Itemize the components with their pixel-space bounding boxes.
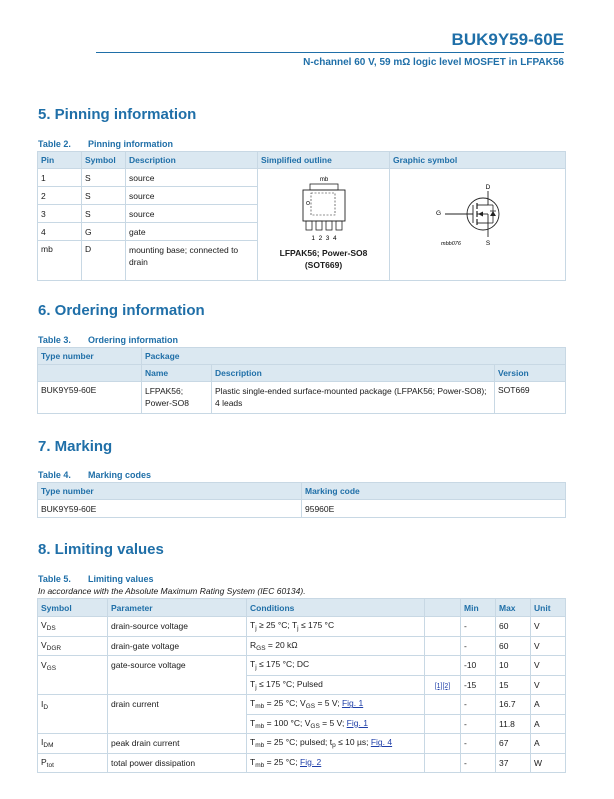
symbol-subscript: DS xyxy=(46,625,56,633)
header-max: Max xyxy=(496,599,531,617)
symbol-cell xyxy=(38,636,108,656)
header-notes xyxy=(425,599,461,617)
header-symbol: Symbol xyxy=(38,599,108,617)
unit-cell: V xyxy=(531,656,566,676)
max-cell: 60 xyxy=(496,636,531,656)
symbol-cell xyxy=(38,617,108,637)
table5-note: In accordance with the Absolute Maximum Rating System (IEC 60134). xyxy=(38,586,306,596)
header-type-number: Type number xyxy=(38,348,142,365)
max-cell: 60 xyxy=(496,617,531,637)
min-cell: - xyxy=(461,734,496,754)
document-subtitle: N-channel 60 V, 59 mΩ logic level MOSFET in LFPAK56 xyxy=(303,57,564,68)
notes-cell xyxy=(425,714,461,734)
min-cell: - xyxy=(461,753,496,773)
unit-cell: V xyxy=(531,675,566,695)
table5-caption xyxy=(38,574,154,584)
table3-title: Ordering information xyxy=(88,335,178,345)
max-cell: 67 xyxy=(496,734,531,754)
header-version: Version xyxy=(495,365,566,382)
cond-text: ≤ 175 °C xyxy=(298,620,335,631)
cond-text: = 25 °C; xyxy=(264,756,300,767)
table4-title: Marking codes xyxy=(88,470,152,480)
cond-text: ≤ 175 °C; Pulsed xyxy=(256,678,323,689)
cond-text: = 5 V; xyxy=(315,698,342,709)
document-title: BUK9Y59-60E xyxy=(451,30,564,49)
max-cell: 11.8 xyxy=(496,714,531,734)
cond-text: R xyxy=(250,639,257,650)
header-graphic-symbol: Graphic symbol xyxy=(390,152,566,169)
symbol-cell xyxy=(38,734,108,754)
cond-text: T xyxy=(250,659,256,670)
table5-title: Limiting values xyxy=(88,574,154,584)
symbol-cell: S xyxy=(82,187,126,205)
figure-link[interactable]: Fig. 1 xyxy=(341,698,364,709)
notes-cell xyxy=(425,734,461,754)
max-cell: 37 xyxy=(496,753,531,773)
package-description-cell: Plastic single-ended surface-mounted package (LFPAK56; Power-SO8); 4 leads xyxy=(212,382,495,414)
header-conditions: Conditions xyxy=(247,599,425,617)
cond-sub: mb xyxy=(255,703,265,711)
table2-number: Table 2. xyxy=(38,139,71,149)
cond-text: = 25 °C; pulsed; t xyxy=(264,737,333,748)
max-cell: 16.7 xyxy=(496,695,531,715)
min-cell: - xyxy=(461,695,496,715)
header-unit: Unit xyxy=(531,599,566,617)
header-rule xyxy=(96,52,564,53)
symbol-subscript: D xyxy=(43,704,49,711)
table-row xyxy=(38,500,566,518)
table2-title: Pinning information xyxy=(88,139,173,149)
header-blank xyxy=(38,365,142,382)
cond-sub: mb xyxy=(255,761,265,769)
table3-caption xyxy=(38,335,178,345)
table-row xyxy=(38,753,566,773)
header-type-number: Type number xyxy=(38,483,302,500)
conditions-cell xyxy=(247,656,425,676)
pin-cell: 4 xyxy=(38,223,82,241)
cond-text: ≤ 175 °C; DC xyxy=(256,659,310,670)
header-description: Description xyxy=(126,152,258,169)
symbol-cell xyxy=(38,695,108,734)
cond-sub: j xyxy=(255,683,257,691)
symbol-cell xyxy=(38,753,108,773)
max-cell: 15 xyxy=(496,675,531,695)
min-cell: - xyxy=(461,617,496,637)
ordering-subheader-row xyxy=(38,365,566,382)
header-pin: Pin xyxy=(38,152,82,169)
notes-cell xyxy=(425,753,461,773)
table4-number: Table 4. xyxy=(38,470,71,480)
simplified-outline-cell xyxy=(258,169,390,281)
section-ordering-title: 6. Ordering information xyxy=(38,302,205,319)
symbol-main: I xyxy=(41,699,44,709)
limiting-header-row xyxy=(38,599,566,617)
conditions-cell xyxy=(247,695,425,715)
symbol-cell: G xyxy=(82,223,126,241)
section-limiting-title: 8. Limiting values xyxy=(38,541,164,558)
cond-text: T xyxy=(250,620,256,631)
table2-caption xyxy=(38,139,173,149)
table-row xyxy=(38,695,566,715)
outline-caption: LFPAK56; Power-SO8 (SOT669) xyxy=(279,248,368,270)
cond-text: = 25 °C; V xyxy=(264,698,306,709)
table-row xyxy=(38,734,566,754)
notes-cell xyxy=(425,695,461,715)
min-cell: - xyxy=(461,714,496,734)
cond-sub: GS xyxy=(256,644,266,652)
cond-text: ≥ 25 °C; T xyxy=(256,620,298,631)
symbol-cell: S xyxy=(82,205,126,223)
pinning-header-row xyxy=(38,152,566,169)
cond-sub: j xyxy=(255,625,257,633)
table-row xyxy=(38,617,566,637)
notes-cell xyxy=(425,636,461,656)
header-name: Name xyxy=(142,365,212,382)
parameter-cell: drain current xyxy=(108,695,247,734)
cond-text: = 5 V; xyxy=(319,717,347,728)
header-symbol: Symbol xyxy=(82,152,126,169)
symbol-subscript: tot xyxy=(46,761,54,769)
marking-header-row xyxy=(38,483,566,500)
table4-caption xyxy=(38,470,151,480)
section-marking-title: 7. Marking xyxy=(38,438,113,455)
table-row xyxy=(38,169,566,187)
cond-sub: j xyxy=(297,625,299,633)
mosfet-symbol xyxy=(433,181,523,247)
source-label: S xyxy=(485,240,490,247)
figure-link[interactable]: Fig. 4 xyxy=(370,737,393,748)
parameter-cell: gate-source voltage xyxy=(108,656,247,695)
symbol-code: mbb076 xyxy=(440,241,461,247)
pin-numbers: 1 2 3 4 xyxy=(310,235,337,242)
conditions-cell xyxy=(247,636,425,656)
min-cell: -15 xyxy=(461,675,496,695)
cond-sub: mb xyxy=(255,722,265,730)
cond-text: T xyxy=(250,698,256,709)
header-package-description: Description xyxy=(212,365,495,382)
unit-cell: A xyxy=(531,695,566,715)
cond-text: T xyxy=(250,717,256,728)
cond-sub: mb xyxy=(255,742,265,750)
figure-link[interactable]: Fig. 1 xyxy=(346,717,368,728)
description-cell: gate xyxy=(126,223,258,241)
pin-cell: 2 xyxy=(38,187,82,205)
ordering-header-row xyxy=(38,348,566,365)
symbol-main: V xyxy=(41,660,47,670)
description-cell: source xyxy=(126,169,258,187)
marking-code-cell: 95960E xyxy=(302,500,566,518)
package-name-cell: LFPAK56; Power-SO8 xyxy=(142,382,212,414)
parameter-cell: peak drain current xyxy=(108,734,247,754)
header-parameter: Parameter xyxy=(108,599,247,617)
symbol-cell: S xyxy=(82,169,126,187)
unit-cell: A xyxy=(531,734,566,754)
header-min: Min xyxy=(461,599,496,617)
parameter-cell: drain-source voltage xyxy=(108,617,247,637)
symbol-cell xyxy=(38,656,108,695)
graphic-symbol-cell xyxy=(390,169,566,281)
unit-cell: V xyxy=(531,636,566,656)
cond-text: ≤ 10 µs; xyxy=(335,737,371,748)
mb-label: mb xyxy=(319,177,328,183)
cond-text: = 100 °C; V xyxy=(264,717,311,728)
unit-cell: V xyxy=(531,617,566,637)
cond-text: = 20 kΩ xyxy=(265,639,298,650)
cond-sub: GS xyxy=(305,703,316,711)
description-cell: source xyxy=(126,205,258,223)
notes-cell xyxy=(425,617,461,637)
cond-text: T xyxy=(250,756,256,767)
notes-cell xyxy=(425,656,461,676)
pin-cell: 3 xyxy=(38,205,82,223)
conditions-cell xyxy=(247,734,425,754)
header-package: Package xyxy=(142,348,566,365)
drain-label: D xyxy=(485,184,490,191)
table-row xyxy=(38,636,566,656)
table5-number: Table 5. xyxy=(38,574,71,584)
conditions-cell xyxy=(247,617,425,637)
limiting-values-table xyxy=(37,598,566,773)
max-cell: 10 xyxy=(496,656,531,676)
symbol-main: V xyxy=(41,620,47,631)
cond-text: T xyxy=(250,678,256,689)
description-cell: source xyxy=(126,187,258,205)
symbol-main: P xyxy=(41,756,47,767)
pin-cell: mb xyxy=(38,241,82,281)
header-simplified-outline: Simplified outline xyxy=(258,152,390,169)
min-cell: -10 xyxy=(461,656,496,676)
conditions-cell xyxy=(247,714,425,734)
section-pinning-title: 5. Pinning information xyxy=(38,106,197,123)
ordering-table xyxy=(37,347,566,414)
min-cell: - xyxy=(461,636,496,656)
marking-table xyxy=(37,482,566,518)
table3-number: Table 3. xyxy=(38,335,71,345)
cond-sub: GS xyxy=(310,722,320,730)
description-cell: mounting base; connected to drain xyxy=(126,241,258,281)
package-version-cell: SOT669 xyxy=(495,382,566,414)
unit-cell: A xyxy=(531,714,566,734)
symbol-main: I xyxy=(41,737,44,748)
gate-label: G xyxy=(435,210,441,217)
unit-cell: W xyxy=(531,753,566,773)
symbol-subscript: DGR xyxy=(46,644,62,652)
symbol-cell: D xyxy=(82,241,126,281)
type-number-cell: BUK9Y59-60E xyxy=(38,500,302,518)
conditions-cell xyxy=(247,753,425,773)
pinning-table xyxy=(37,151,566,281)
pin-cell: 1 xyxy=(38,169,82,187)
header-marking-code: Marking code xyxy=(302,483,566,500)
notes-cell xyxy=(425,675,461,695)
type-number-cell: BUK9Y59-60E xyxy=(38,382,142,414)
table-row xyxy=(38,382,566,414)
package-outline-drawing xyxy=(289,173,359,245)
symbol-subscript: GS xyxy=(46,665,57,672)
parameter-cell: total power dissipation xyxy=(108,753,247,773)
symbol-main: V xyxy=(41,639,47,650)
cond-sub: j xyxy=(255,664,257,672)
figure-link[interactable]: Fig. 2 xyxy=(300,756,322,767)
parameter-cell: drain-gate voltage xyxy=(108,636,247,656)
symbol-subscript: DM xyxy=(43,742,54,750)
cond-sub: p xyxy=(332,742,336,750)
cond-text: T xyxy=(250,737,256,748)
table-row xyxy=(38,656,566,676)
conditions-cell xyxy=(247,675,425,695)
notes-link[interactable]: [1][2] xyxy=(434,682,451,690)
